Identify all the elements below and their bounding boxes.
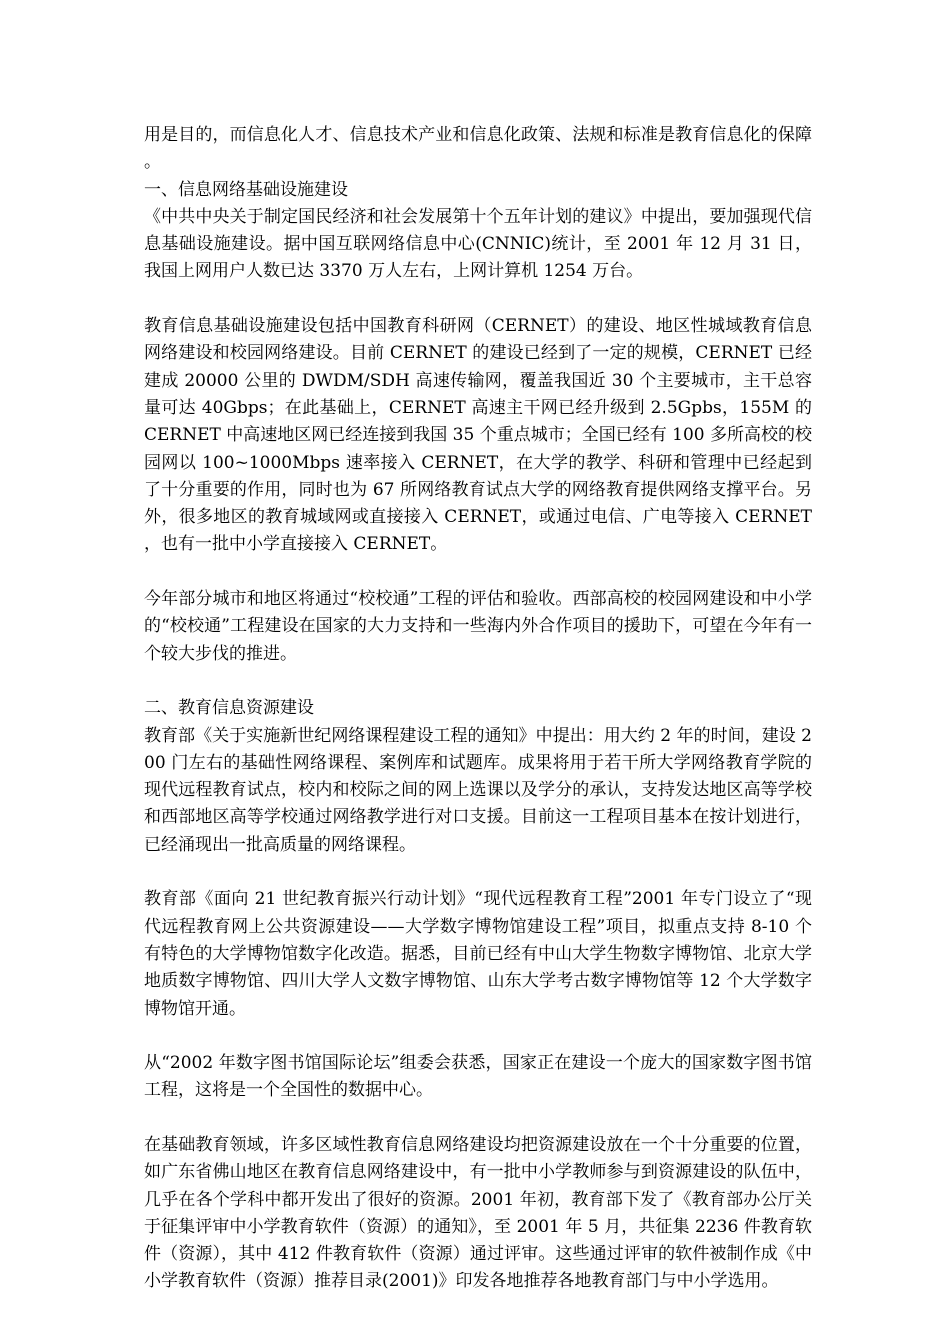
paragraph-gap [144, 668, 812, 695]
paragraph-gap [144, 1023, 812, 1050]
paragraph-intro: 用是目的，而信息化人才、信息技术产业和信息化政策、法规和标准是教育信息化的保障。 [144, 125, 812, 173]
section-heading-network-infrastructure: 一、信息网络基础设施建设 [144, 179, 348, 200]
paragraph-gap [144, 286, 812, 313]
paragraph-cernet: 教育信息基础设施建设包括中国教育科研网（CERNET）的建设、地区性城域教育信息网络建设和校园网络建设。目前 CERNET 的建设已经到了一定的规模，CERNET 已经建成 20000 公里的 DWDM/SDH 高速传输网，覆盖我国近 30 个主要城市，主干总容量可达 40Gbps；在此基础上，CERNET 高速主干网已经升级到 2.5Gpbs，155M 的 CERNET 中高速地区网已经连接到我国 35 个重点城市；全国已经有 100 多所高校的校园网以 100~1000Mbps 速率接入 CERNET，在大学的教学、科研和管理中已经起到了十分重要的作用，同时也为 67 所网络教育试点大学的网络教育提供网络支撑平台。另外，很多地区的教育城域网或直接接入 CERNET，或通过电信、广电等接入 CERNET，也有一批中小学直接接入 CERNET。 [144, 316, 812, 555]
paragraph-cnnic-statistics: 《中共中央关于制定国民经济和社会发展第十个五年计划的建议》中提出，要加强现代信息基础设施建设。据中国互联网络信息中心(CNNIC)统计，至 2001 年 12 月 31 日，我国上网用户人数已达 3370 万人左右，上网计算机 1254 万台。 [144, 206, 812, 282]
document-body [144, 122, 812, 1296]
section-heading-information-resources: 二、教育信息资源建设 [144, 698, 314, 719]
paragraph-digital-library: 从“2002 年数字图书馆国际论坛”组委会获悉，国家正在建设一个庞大的国家数字图书馆工程，这将是一个全国性的数据中心。 [144, 1053, 812, 1101]
paragraph-network-courses: 教育部《关于实施新世纪网络课程建设工程的通知》中提出：用大约 2 年的时间，建设 200 门左右的基础性网络课程、案例库和试题库。成果将用于若干所大学网络教育学院的现代远程教育试点，校内和校际之间的网上选课以及学分的承认，支持发达地区高等学校和西部地区高等学校通过网络教学进行对口支援。目前这一工程项目基本在按计划进行，已经涌现出一批高质量的网络课程。 [144, 725, 812, 855]
paragraph-digital-museums: 教育部《面向 21 世纪教育振兴行动计划》“现代远程教育工程”2001 年专门设立了“现代远程教育网上公共资源建设——大学数字博物馆建设工程”项目，拟重点支持 8-10 个有特色的大学博物馆数字化改造。据悉，目前已经有中山大学生物数字博物馆、北京大学地质数字博物馆、四川大学人文数字博物馆、山东大学考古数字博物馆等 12 个大学数字博物馆开通。 [144, 889, 812, 1019]
paragraph-xiaoxiaotong: 今年部分城市和地区将通过“校校通”工程的评估和验收。西部高校的校园网建设和中小学的“校校通”工程建设在国家的大力支持和一些海内外合作项目的援助下，可望在今年有一个较大步伐的推进。 [144, 589, 812, 664]
paragraph-gap [144, 1105, 812, 1132]
paragraph-gap [144, 559, 812, 586]
paragraph-gap [144, 859, 812, 886]
paragraph-basic-education-resources: 在基础教育领域，许多区域性教育信息网络建设均把资源建设放在一个十分重要的位置，如广东省佛山地区在教育信息网络建设中，有一批中小学教师参与到资源建设的队伍中，几乎在各个学科中都开发出了很好的资源。2001 年初，教育部下发了《教育部办公厅关于征集评审中小学教育软件（资源）的通知》，至 2001 年 5 月，共征集 2236 件教育软件（资源），其中 412 件教育软件（资源）通过评审。这些通过评审的软件被制作成《中小学教育软件（资源）推荐目录(2001)》印发各地推荐各地教育部门与中小学选用。 [144, 1134, 812, 1292]
